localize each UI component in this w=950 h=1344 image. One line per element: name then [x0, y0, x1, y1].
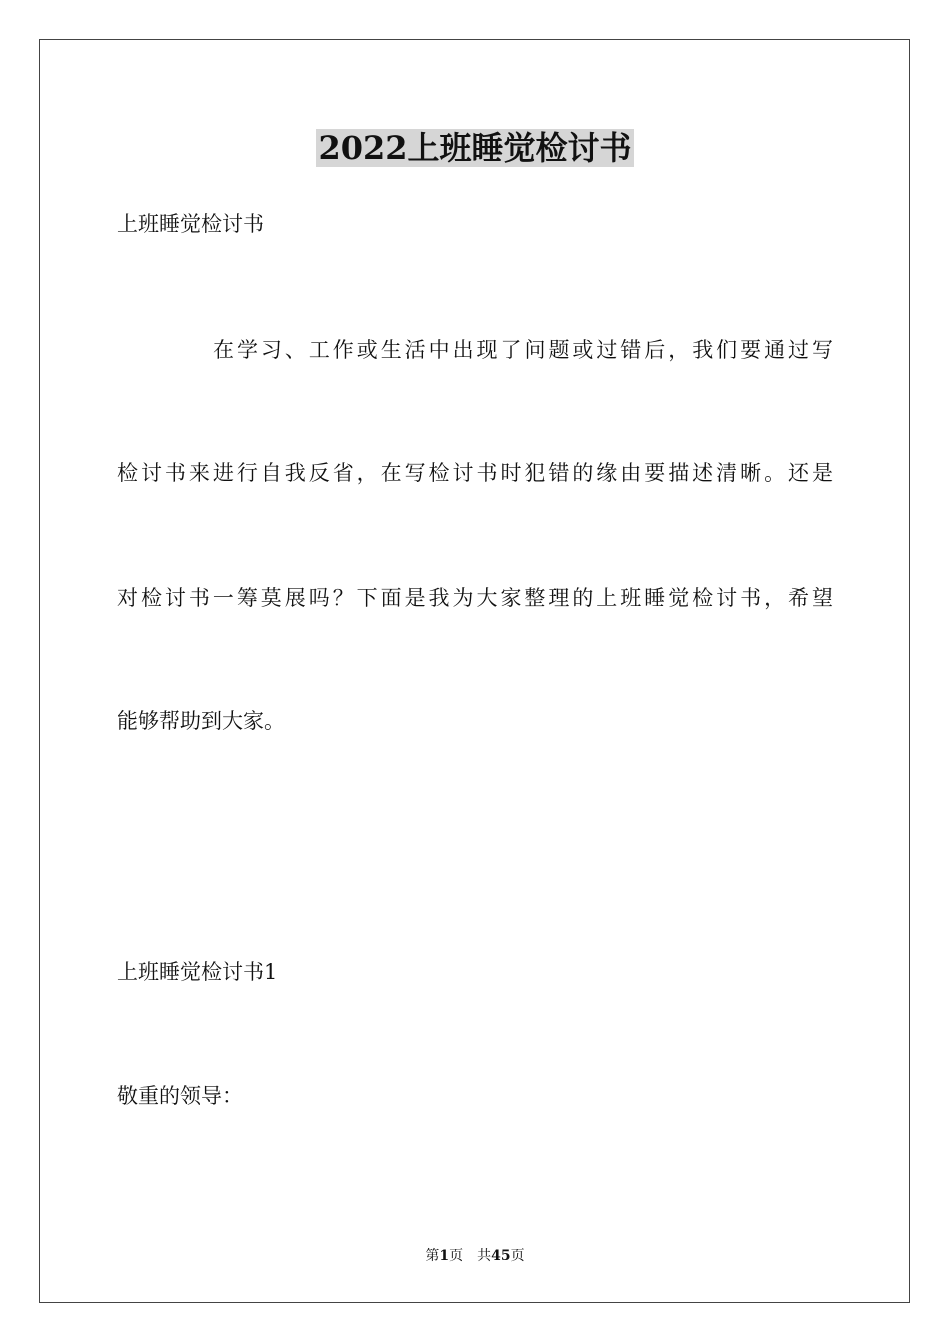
page-footer	[0, 1246, 950, 1266]
document-title	[0, 126, 950, 170]
intro-line-1: 在学习、工作或生活中出现了问题或过错后，我们要通过写	[213, 338, 833, 362]
footer-page-current: 1	[439, 1248, 450, 1264]
document-title-text: 2022上班睡觉检讨书	[318, 129, 632, 167]
intro-line-2: 检讨书来进行自我反省，在写检讨书时犯错的缘由要描述清晰。还是	[117, 461, 833, 485]
intro-line-4: 能够帮助到大家。	[117, 709, 285, 733]
document-subtitle: 上班睡觉检讨书	[117, 212, 264, 236]
footer-page-total: 45	[491, 1248, 511, 1264]
footer-page-suffix: 页	[510, 1248, 525, 1264]
footer-page-mid: 页 共	[449, 1248, 492, 1264]
salutation: 敬重的领导：	[117, 1084, 243, 1108]
section-heading: 上班睡觉检讨书1	[117, 960, 278, 984]
intro-line-3: 对检讨书一筹莫展吗？下面是我为大家整理的上班睡觉检讨书，希望	[117, 586, 833, 610]
footer-page-prefix: 第	[425, 1248, 440, 1264]
